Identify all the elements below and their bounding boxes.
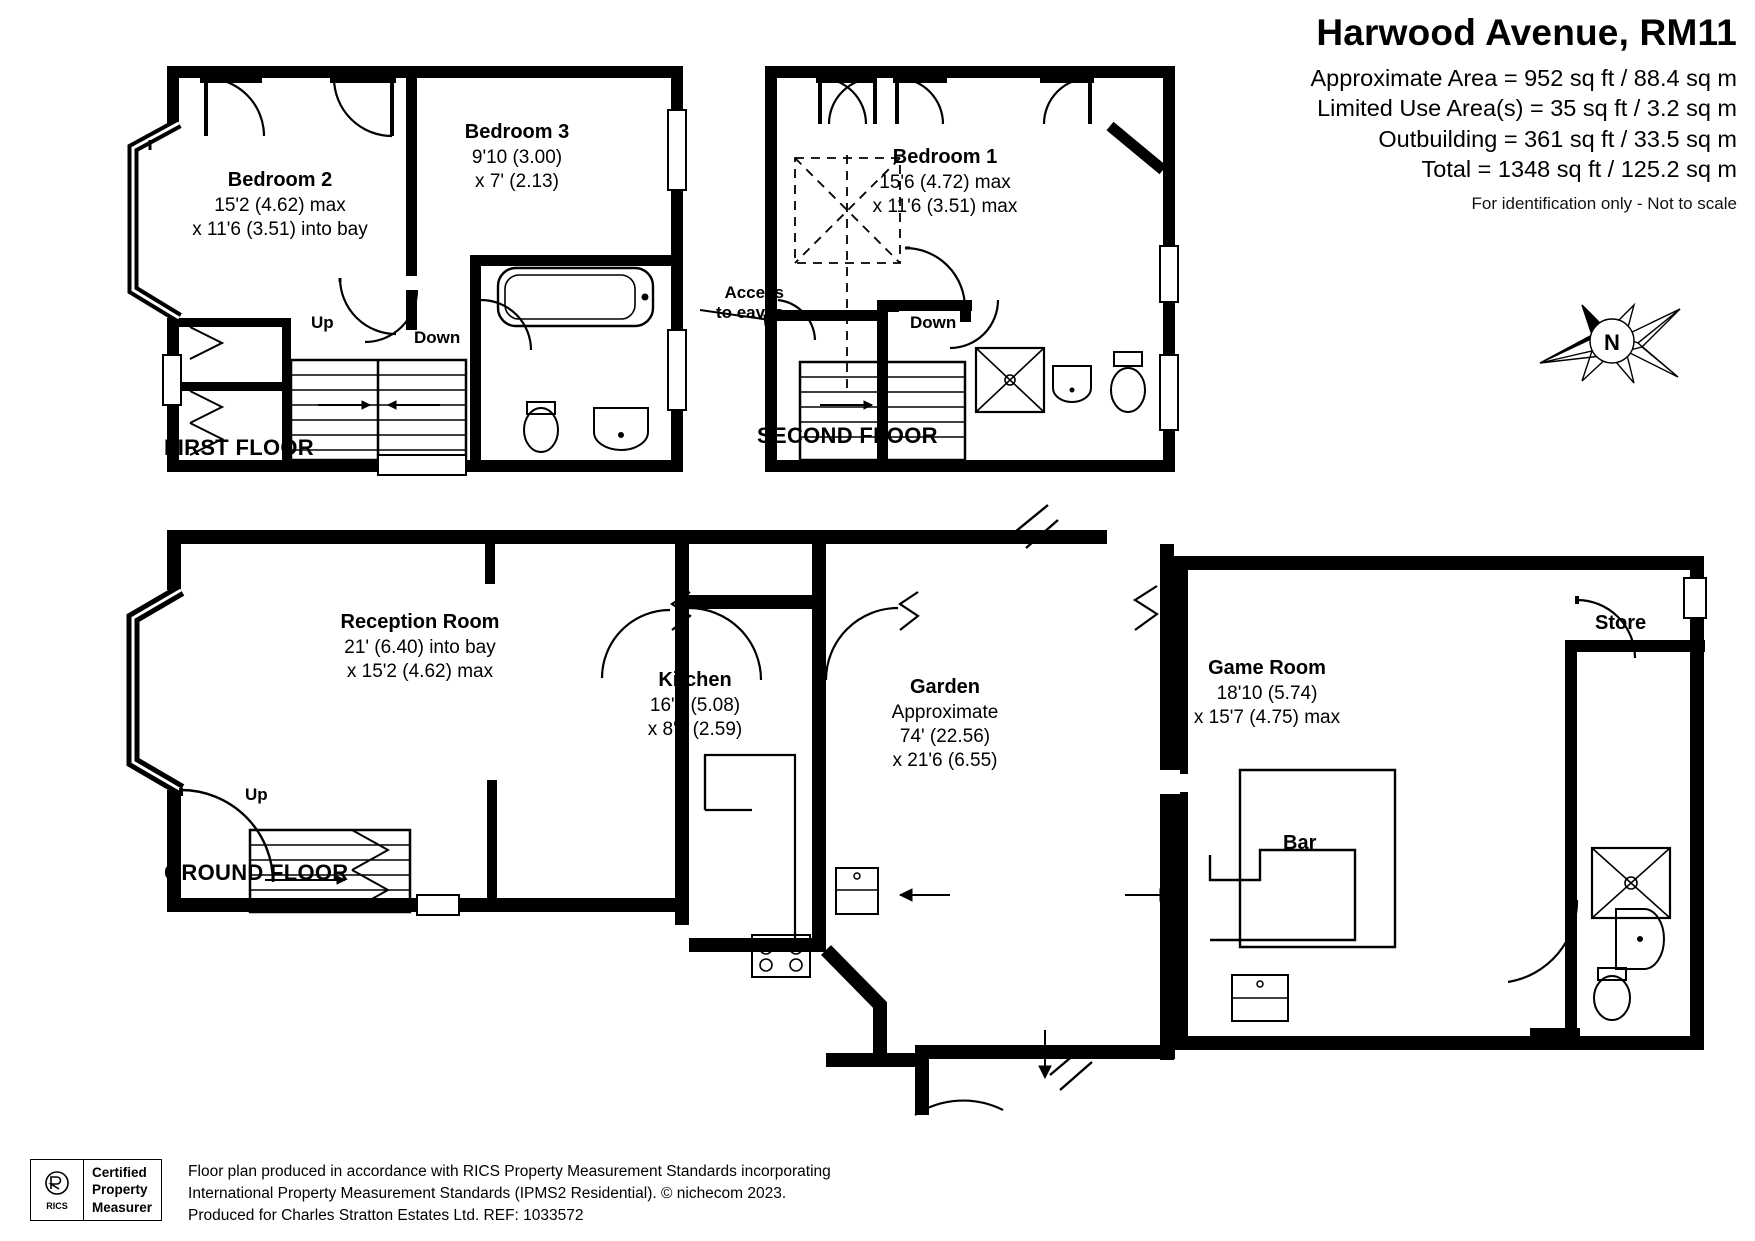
- room-dim-1: 21' (6.40) into bay: [344, 636, 496, 658]
- room-name: Reception Room: [340, 611, 500, 633]
- footer-line-2: International Property Measurement Standards (IPMS2 Residential). © nichecom 2023.: [188, 1185, 787, 1202]
- access-label-line-1: Access: [724, 283, 784, 302]
- room-label-kitchen: [610, 668, 780, 742]
- rics-badge-text: [84, 1160, 161, 1220]
- stair-label-up-ground: Up: [245, 785, 268, 804]
- floor-title-first: FIRST FLOOR: [164, 435, 314, 460]
- header: [1177, 12, 1737, 214]
- stair-label-down-second: Down: [910, 313, 957, 332]
- floor-title-second: SECOND FLOOR: [757, 423, 938, 448]
- room-label-bedroom-3: [417, 120, 617, 194]
- room-label-store: Store: [1595, 612, 1647, 634]
- room-dim-1: 74' (22.56): [899, 725, 991, 747]
- room-label-reception-room: [275, 610, 565, 684]
- room-dim-2: x 8'6 (2.59): [647, 718, 743, 740]
- room-dim-2: x 15'2 (4.62) max: [346, 660, 494, 682]
- room-dim-2: x 11'6 (3.51) into bay: [192, 218, 368, 240]
- stair-label-down-first: Down: [414, 328, 461, 347]
- badge-line-3: Measurer: [92, 1199, 153, 1215]
- room-dim-1: 16'8 (5.08): [649, 694, 741, 716]
- room-dim-2: x 15'7 (4.75) max: [1193, 706, 1341, 728]
- badge-line-2: Property: [92, 1182, 148, 1198]
- footer: [30, 1159, 831, 1227]
- room-name: Bedroom 1: [892, 146, 998, 168]
- rics-mark-label: RICS: [46, 1200, 68, 1211]
- room-label-game-room: [1142, 656, 1392, 730]
- room-name: Bedroom 3: [464, 121, 570, 143]
- room-name: Bedroom 2: [227, 169, 333, 191]
- room-dim-2: x 7' (2.13): [475, 170, 559, 192]
- area-line-3: Outbuilding = 361 sq ft / 33.5 sq m: [1378, 125, 1737, 152]
- room-dim-1: 15'6 (4.72) max: [879, 171, 1011, 193]
- svg-text:N: N: [1604, 330, 1620, 355]
- compass-rose: [1530, 285, 1690, 400]
- room-dim-2: x 11'6 (3.51) max: [872, 195, 1018, 217]
- room-label-garden: [855, 675, 1035, 774]
- footer-line-1: Floor plan produced in accordance with RICS Property Measurement Standards incorporating: [188, 1163, 831, 1180]
- room-label-bedroom-1: [830, 145, 1060, 219]
- disclaimer-text: For identification only - Not to scale: [1471, 193, 1737, 213]
- room-label-bar: Bar: [1283, 832, 1317, 854]
- area-line-2: Limited Use Area(s) = 35 sq ft / 3.2 sq m: [1317, 95, 1737, 122]
- room-name: Game Room: [1208, 657, 1326, 679]
- rics-logo-icon: [31, 1160, 84, 1220]
- area-line-4: Total = 1348 sq ft / 125.2 sq m: [1421, 156, 1737, 183]
- page-title: Harwood Avenue, RM11: [1316, 12, 1737, 53]
- access-label-line-2: to eaves: [715, 303, 784, 323]
- room-dim-0: Approximate: [891, 701, 999, 723]
- footer-line-3: Produced for Charles Stratton Estates Ltd. REF: 1033572: [188, 1207, 584, 1224]
- access-to-eaves-label: [700, 283, 784, 324]
- rics-badge: [30, 1159, 162, 1221]
- footer-disclaimer: [188, 1159, 831, 1227]
- room-dim-1: 15'2 (4.62) max: [214, 194, 346, 216]
- stair-label-up-first: Up: [311, 313, 334, 332]
- room-dim-1: 9'10 (3.00): [471, 146, 563, 168]
- room-dim-1: 18'10 (5.74): [1216, 682, 1318, 704]
- floor-title-ground: GROUND FLOOR: [164, 860, 349, 885]
- room-name: Garden: [909, 676, 981, 698]
- room-name: Kitchen: [658, 669, 732, 691]
- badge-line-1: Certified: [92, 1165, 147, 1181]
- room-dim-2: x 21'6 (6.55): [892, 750, 998, 772]
- room-label-bedroom-2: [150, 168, 410, 242]
- area-line-1: Approximate Area = 952 sq ft / 88.4 sq m: [1310, 64, 1737, 91]
